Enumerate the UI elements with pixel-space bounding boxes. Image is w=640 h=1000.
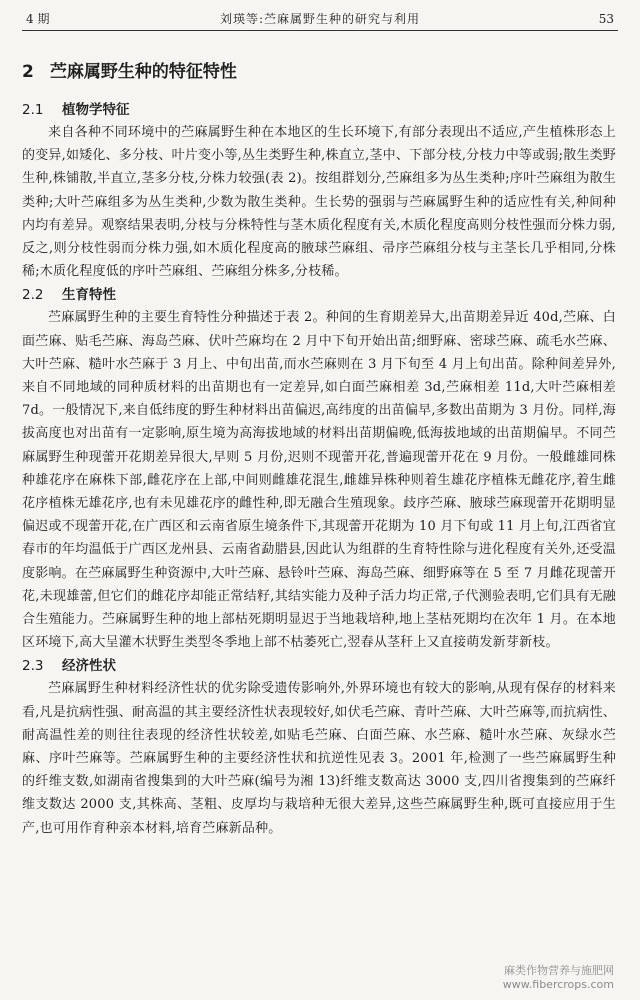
section-heading	[22, 60, 616, 84]
watermark-url: www.fibercrops.com	[502, 978, 614, 991]
issue-label: 4 期	[26, 12, 50, 26]
subsection-heading-2-3	[22, 656, 616, 676]
subsection-number: 2.1	[22, 102, 44, 118]
running-header	[22, 8, 618, 31]
paragraph-botanical-traits: 来自各种不同环境中的苎麻属野生种在本地区的生长环境下,有部分表现出不适应,产生植株形态上的变异,如矮化、多分枝、叶片变小等,丛生类野生种,株直立,茎中、下部分枝,分枝力中等或弱;散生类野生种,株铺散,半直立,茎多分枝,分株力较强(表 2)。按组群划分,苎麻组多为丛生类种;序叶苎麻组为散生类种;大叶苎麻组多为丛生类种,少数为散生类种。生长势的强弱与苎麻属野生种的适应性有关,种间种内均有差异。观察结果表明,分枝与分株特性与茎木质化程度有关,木质化程度高则分枝性强而分株力弱,反之,则分枝性弱而分株力强,如木质化程度高的腋球苎麻组、帚序苎麻组分枝与主茎长几乎相同,分株稀;木质化程度低的序叶苎麻组、苎麻组分株多,分枝稀。	[22, 125, 616, 280]
section-number: 2	[22, 62, 34, 82]
subsection-heading-2-2	[22, 285, 616, 305]
subsection-title: 经济性状	[62, 658, 116, 675]
site-watermark	[503, 964, 614, 992]
subsection-number: 2.3	[22, 658, 44, 675]
running-title: 刘瑛等:苎麻属野生种的研究与利用	[219, 12, 421, 26]
subsection-title: 植物学特征	[62, 102, 130, 118]
paragraph-economic-traits: 苎麻属野生种材料经济性状的优劣除受遗传影响外,外界环境也有较大的影响,从现有保存的材料来看,凡是抗病性强、耐高温的其主要经济性状表现较好,如伏毛苎麻、青叶苎麻、大叶苎麻等,而抗病性、耐高温性差的则往往表现的经济性状较差,如贴毛苎麻、白面苎麻、水苎麻、糙叶水苎麻、灰绿水苎麻、序叶苎麻等。苎麻属野生种的主要经济性状和抗逆性见表 3。2001 年,检测了一些苎麻属野生种的纤维支数,如湖南省搜集到的大叶苎麻(编号为湘 13)纤维支数高达 3000 支,四川省搜集到的苎麻纤维支数达 2000 支,其株高、茎粗、皮厚均与栽培种无很大差异,这些苎麻属野生种,既可直接应用于生产,也可用作育种亲本材料,培育苎麻新品种。	[22, 681, 616, 836]
section-title: 苎麻属野生种的特征特性	[49, 62, 237, 82]
page-number: 53	[598, 12, 614, 26]
article-body	[22, 60, 616, 842]
subsection-number: 2.2	[22, 287, 44, 304]
subsection-heading-2-1	[22, 100, 616, 120]
subsection-title: 生育特性	[62, 287, 116, 304]
watermark-site-name: 麻类作物营养与施肥网	[504, 964, 614, 977]
paragraph-growth-traits: 苎麻属野生种的主要生育特性分种描述于表 2。种间的生育期差异大,出苗期差异近 40d,苎麻、白面苎麻、贴毛苎麻、海岛苎麻、伏叶苎麻均在 2 月中下旬开始出苗;细野麻、密球苎麻、疏毛水苎麻、大叶苎麻、糙叶水苎麻于 3 月上、中旬出苗,而水苎麻则在 3 月下旬至 4 月上旬出苗。除种间差异外,来自不同地域的同种质材料的出苗期也有一定差异,如白面苎麻相差 3d,苎麻相差 11d,大叶苎麻相差 7d。一般情况下,来自低纬度的野生种材料出苗偏迟,高纬度的出苗偏早,多数出苗期为 3 月份。同样,海拔高度也对出苗有一定影响,原生境为高海拔地域的材料出苗期偏晚,低海拔地域的出苗期偏早。不同苎麻属野生种现蕾开花期差异很大,早则 5 月份,迟则不现蕾开花,普遍现蕾开花在 9 月份。一般雌雄同株种雄花序在麻株下部,雌花序在上部,中间则雌雄花混生,雌雄异株种则着生雄花序植株无雌花序,着生雌花序植株无雄花序,也有未见雄花序的雌性种,即无融合生殖现象。歧序苎麻、腋球苎麻现蕾开花期明显偏迟或不现蕾开花,在广西区和云南省原生境条件下,其现蕾开花期为 10 月下旬或 11 月上旬,江西省宜春市的年均温低于广西区龙州县、云南省勐腊县,因此认为组群的生育特性除与进化程度有关外,还受温度影响。在苎麻属野生种资源中,大叶苎麻、悬铃叶苎麻、海岛苎麻、细野麻等在 5 至 7 月雌花现蕾开花,未现雄蕾,但它们的雌花序却能正常结籽,其结实能力及种子活力均正常,子代测验表明,它们具有无融合生殖能力。苎麻属野生种的地上部枯死期明显迟于当地栽培种,地上茎枯死期均在次年 1 月。在本地区环境下,高大呈灌木状野生类型冬季地上部不枯萎死亡,翌春从茎秆上又直接萌发新芽新枝。	[22, 310, 616, 651]
